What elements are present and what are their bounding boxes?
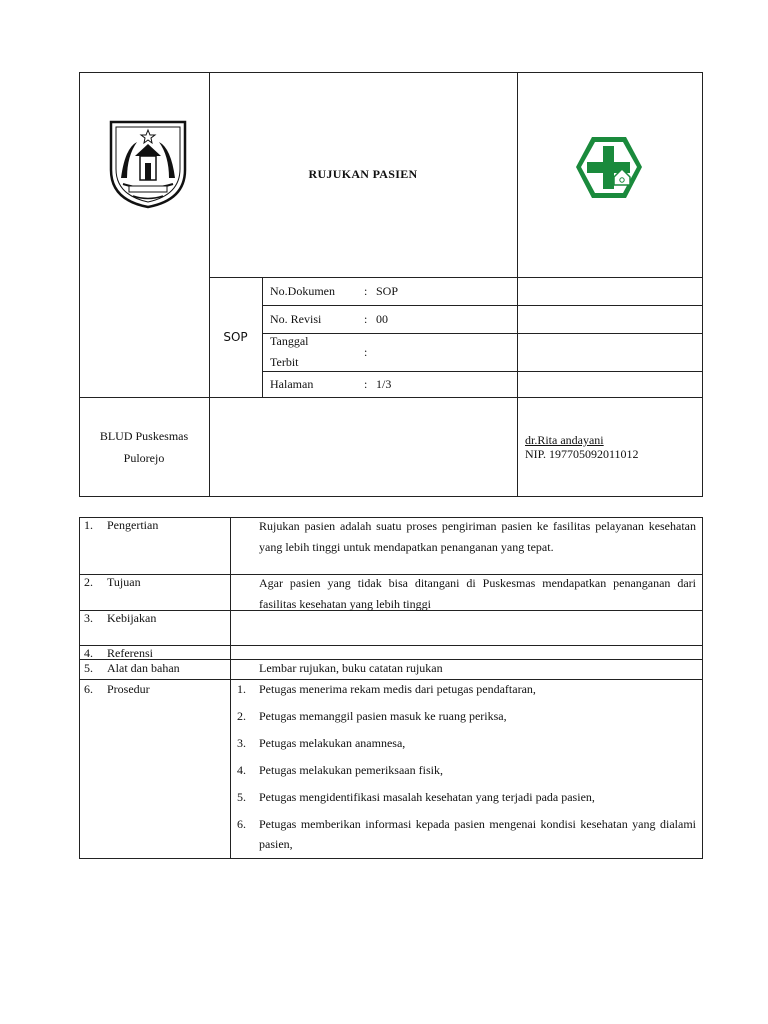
- revision-value: 00: [376, 312, 388, 326]
- page-value: 1/3: [376, 377, 392, 391]
- section-content: Agar pasien yang tidak bisa ditangani di Puskesmas mendapatkan penanganan dari fasilitas kesehatan yang lebih tinggi: [259, 576, 696, 611]
- section-name: Alat dan bahan: [107, 661, 180, 675]
- step-number: 1.: [237, 682, 246, 696]
- page-colon: :: [364, 377, 368, 391]
- step-text: Petugas melakukan pemeriksaan fisik,: [259, 763, 443, 777]
- issue-date-label-2: Terbit: [270, 355, 299, 369]
- puskesmas-logo: [574, 135, 644, 200]
- section-name: Prosedur: [107, 682, 150, 696]
- section-content: Lembar rujukan, buku catatan rujukan: [259, 661, 443, 675]
- doc-number-label: No.Dokumen: [270, 284, 335, 298]
- step-number: 6.: [237, 817, 246, 831]
- section-name: Kebijakan: [107, 611, 157, 625]
- sop-label: SOP: [223, 330, 248, 344]
- section-name: Tujuan: [107, 575, 141, 589]
- revision-colon: :: [364, 312, 368, 326]
- section-name: Pengertian: [107, 518, 159, 532]
- section-number: 1.: [84, 518, 93, 532]
- issue-date-label-1: Tanggal: [270, 334, 309, 348]
- step-text: Petugas melakukan anamnesa,: [259, 736, 406, 750]
- section-number: 4.: [84, 646, 93, 660]
- section-number: 6.: [84, 682, 93, 696]
- doc-number-colon: :: [364, 284, 368, 298]
- doc-number-value: SOP: [376, 284, 399, 298]
- step-number: 2.: [237, 709, 246, 723]
- issue-date-colon: :: [364, 345, 368, 359]
- org-name-line2: Pulorejo: [123, 451, 165, 465]
- step-text: Petugas memanggil pasien masuk ke ruang periksa,: [259, 709, 507, 723]
- document-title: RUJUKAN PASIEN: [308, 167, 418, 181]
- section-content: Rujukan pasien adalah suatu proses pengiriman pasien ke fasilitas pelayanan kesehatan yang lebih tinggi untuk mendapatkan penanganan yang tepat.: [259, 519, 696, 554]
- step-number: 5.: [237, 790, 246, 804]
- org-name-line1: BLUD Puskesmas: [99, 429, 189, 443]
- coat-of-arms-logo: [107, 118, 189, 210]
- step-number: 3.: [237, 736, 246, 750]
- revision-label: No. Revisi: [270, 312, 322, 326]
- signer-nip: NIP. 197705092011012: [525, 447, 639, 461]
- step-text: Petugas mengidentifikasi masalah kesehatan yang terjadi pada pasien,: [259, 790, 595, 804]
- section-number: 5.: [84, 661, 93, 675]
- step-text: Petugas memberikan informasi kepada pasien mengenai kondisi kesehatan yang dialami pasien,: [259, 817, 696, 851]
- section-number: 2.: [84, 575, 93, 589]
- section-name: Referensi: [107, 646, 153, 660]
- step-number: 4.: [237, 763, 246, 777]
- section-number: 3.: [84, 611, 93, 625]
- page-label: Halaman: [270, 377, 314, 391]
- step-text: Petugas menerima rekam medis dari petugas pendaftaran,: [259, 682, 536, 696]
- signer-name: dr.Rita andayani: [525, 433, 604, 447]
